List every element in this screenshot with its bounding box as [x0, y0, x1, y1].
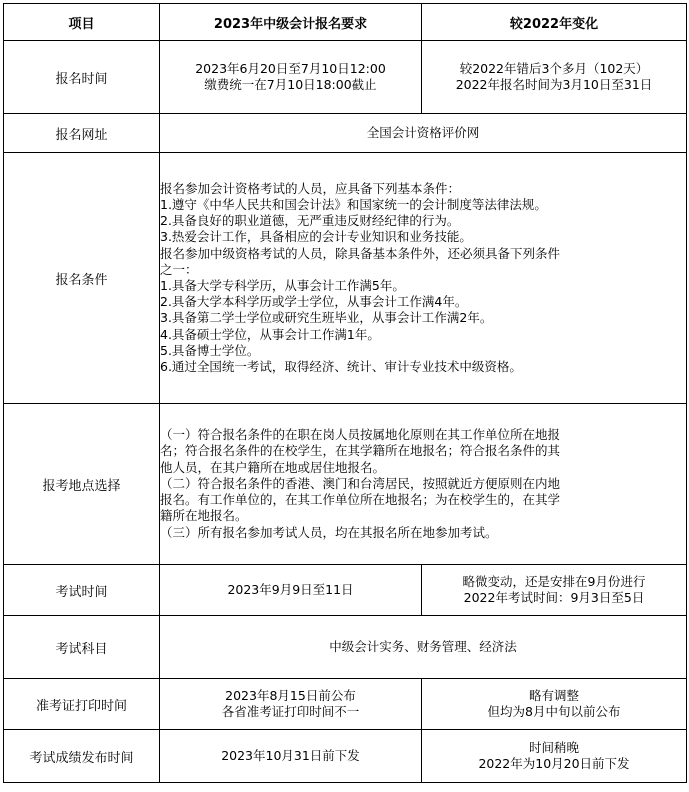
text-line: 5.具备博士学位。	[160, 342, 260, 358]
header-row	[4, 4, 687, 41]
label-registration-time: 报名时间	[4, 41, 160, 114]
header-change-vs-2022: 较2022年变化	[422, 4, 687, 41]
admission-ticket-change	[422, 679, 687, 730]
label-registration-conditions: 报名条件	[4, 153, 160, 404]
exam-time-requirement	[160, 565, 422, 616]
text-line: 他人员，在其户籍所在地或居住地报名。	[160, 459, 386, 475]
text-line: 2.具备大学本科学历或学士学位，从事会计工作满4年。	[160, 294, 468, 310]
requirements-table	[3, 3, 687, 783]
text-line: （三）所有报名参加考试人员，均在其报名所在地参加考试。	[160, 524, 498, 540]
text-line: 较2022年错后3个多月（102天）	[459, 61, 649, 76]
text-line: 3.具备第二学士学位或研究生班毕业，从事会计工作满2年。	[160, 310, 493, 326]
text-line: 3.热爱会计工作，具备相应的会计专业知识和业务技能。	[160, 229, 472, 245]
label-registration-website: 报名网址	[4, 114, 160, 153]
text-line: 6.通过全国统一考试，取得经济、统计、审计专业技术中级资格。	[160, 359, 522, 375]
text-line: 2023年6月20日至7月10日12:00	[195, 61, 386, 76]
row-exam-time	[4, 565, 687, 616]
text-line: 报名参加会计资格考试的人员，应具备下列基本条件：	[160, 180, 461, 196]
registration-time-change	[422, 41, 687, 114]
row-admission-ticket-print-time	[4, 679, 687, 730]
registration-conditions-text	[160, 153, 687, 404]
header-item: 项目	[4, 4, 160, 41]
row-registration-website	[4, 114, 687, 153]
text-line: 4.具备硕士学位，从事会计工作满1年。	[160, 326, 380, 342]
exam-location-text	[160, 404, 687, 565]
exam-subjects-value: 中级会计实务、财务管理、经济法	[160, 616, 687, 679]
text-line: 但均为8月中旬以前公布	[487, 704, 621, 719]
text-line: 略有调整	[528, 688, 579, 703]
text-line: 1.遵守《中华人民共和国会计法》和国家统一的会计制度等法律法规。	[160, 196, 547, 212]
text-line: 缴费统一在7月10日18:00截止	[204, 77, 377, 92]
header-2023-requirements: 2023年中级会计报名要求	[160, 4, 422, 41]
text-line: 略微变动，还是安排在9月份进行	[462, 574, 646, 589]
text-line: 2022年报名时间为3月10日至31日	[455, 77, 653, 92]
label-exam-subjects: 考试科目	[4, 616, 160, 679]
text-line: 之一：	[160, 261, 198, 277]
exam-time-change	[422, 565, 687, 616]
text-line: 报名参加中级资格考试的人员，除具备基本条件外，还必须具备下列条件	[160, 245, 561, 261]
text-line: 名；符合报名条件的在校学生，在其学籍所在地报名；符合报名条件的其	[160, 443, 561, 459]
text-line: 2023年8月15日前公布	[225, 688, 356, 703]
text-line: 报名。有工作单位的，在其工作单位所在地报名；为在校学生的，在其学	[160, 492, 561, 508]
text-line: （二）符合报名条件的香港、澳门和台湾居民，按照就近方便原则在内地	[160, 475, 561, 491]
row-registration-time	[4, 41, 687, 114]
text-line: 时间稍晚	[528, 740, 579, 755]
text-line: 2.具备良好的职业道德，无严重违反财经纪律的行为。	[160, 213, 460, 229]
registration-time-requirement	[160, 41, 422, 114]
result-release-requirement	[160, 730, 422, 783]
row-result-release-time	[4, 730, 687, 783]
text-line: 2023年10月31日前下发	[221, 748, 360, 763]
result-release-change	[422, 730, 687, 783]
text-line: 籍所在地报名。	[160, 508, 248, 524]
admission-ticket-requirement	[160, 679, 422, 730]
text-line: 2022年考试时间：9月3日至5日	[463, 590, 645, 605]
label-admission-ticket-print-time: 准考证打印时间	[4, 679, 160, 730]
text-line: 各省准考证打印时间不一	[221, 704, 360, 719]
registration-website-value: 全国会计资格评价网	[160, 114, 687, 153]
label-result-release-time: 考试成绩发布时间	[4, 730, 160, 783]
text-line: （一）符合报名条件的在职在岗人员按属地化原则在其工作单位所在地报	[160, 427, 561, 443]
row-exam-subjects	[4, 616, 687, 679]
row-registration-conditions	[4, 153, 687, 404]
text-line: 1.具备大学专科学历，从事会计工作满5年。	[160, 278, 405, 293]
text-line: 2023年9月9日至11日	[227, 582, 354, 597]
text-line: 2022年为10月20日前下发	[478, 756, 630, 771]
label-exam-location: 报考地点选择	[4, 404, 160, 565]
row-exam-location	[4, 404, 687, 565]
label-exam-time: 考试时间	[4, 565, 160, 616]
